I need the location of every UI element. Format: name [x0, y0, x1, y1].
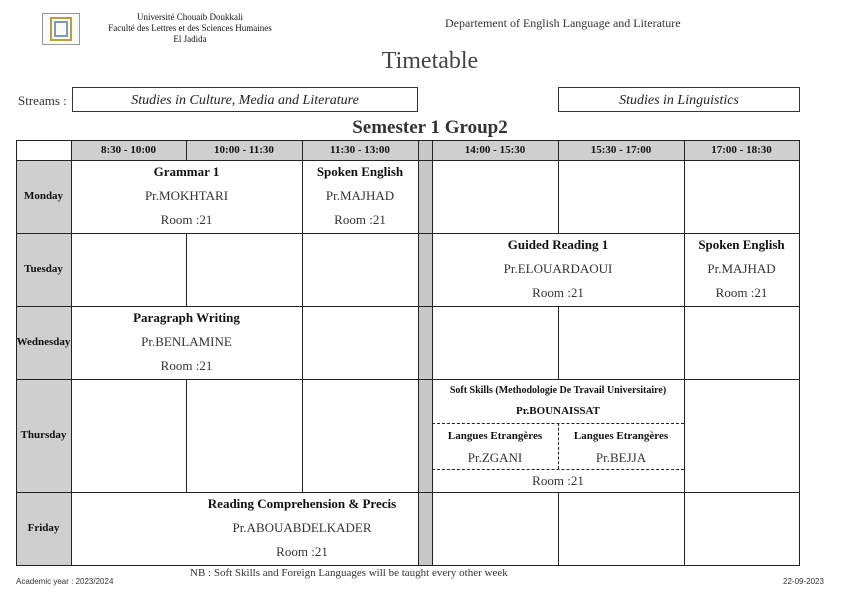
university-logo: [42, 13, 80, 45]
session-thursday-soft-skills: Soft Skills (Methodologie De Travail Universitaire) Pr.BOUNAISSAT: [449, 385, 667, 417]
university-name: Université Chouaib Doukkali Faculté des Lettres et des Sciences Humaines El Jadida: [108, 12, 272, 44]
lunch-break-separator: [418, 140, 432, 566]
semester-title: Semester 1 Group2: [352, 117, 508, 138]
day-label-thursday: Thursday: [20, 429, 67, 441]
day-label-friday: Friday: [27, 522, 60, 534]
stream-culture-media-literature: Studies in Culture, Media and Literature: [72, 87, 418, 112]
session-monday-spoken-english: Spoken English Pr.MAJHAD Room :21: [316, 164, 404, 227]
department-name: Departement of English Language and Literature: [445, 16, 681, 30]
stream-linguistics: Studies in Linguistics: [558, 87, 800, 112]
timeslot-header: 8:30 - 10:00: [101, 144, 156, 156]
session-wednesday-paragraph-writing: Paragraph Writing Pr.BENLAMINE Room :21: [133, 310, 240, 373]
day-label-wednesday: Wednesday: [16, 336, 71, 348]
session-thursday-room: Room :21: [532, 473, 584, 488]
session-tuesday-guided-reading: Guided Reading 1 Pr.ELOUARDAOUI Room :21: [503, 237, 613, 300]
session-thursday-langues-2: Langues Etrangères Pr.BEJJA: [573, 430, 669, 465]
timeslot-header: 17:00 - 18:30: [711, 144, 772, 156]
streams-label: Streams :: [18, 93, 67, 108]
academic-year: Academic year : 2023/2024: [16, 577, 114, 586]
session-thursday-langues-1: Langues Etrangères Pr.ZGANI: [447, 430, 543, 465]
day-label-monday: Monday: [23, 190, 64, 202]
footnote: NB : Soft Skills and Foreign Languages will be taught every other week: [190, 567, 508, 579]
timeslot-header: 11:30 - 13:00: [330, 144, 390, 156]
timeslot-header: 10:00 - 11:30: [214, 144, 274, 156]
timeslot-header: 14:00 - 15:30: [464, 144, 526, 156]
timeslot-header: 15:30 - 17:00: [590, 144, 652, 156]
day-label-tuesday: Tuesday: [24, 263, 63, 275]
session-monday-grammar: Grammar 1 Pr.MOKHTARI Room :21: [144, 164, 229, 227]
page-title: Timetable: [381, 48, 479, 74]
session-tuesday-spoken-english: Spoken English Pr.MAJHAD Room :21: [698, 237, 785, 300]
timetable-grid: [16, 140, 800, 566]
session-friday-reading-comprehension: Reading Comprehension & Precis Pr.ABOUABDELKADER Room :21: [207, 496, 397, 559]
document-date: 22-09-2023: [783, 577, 824, 586]
